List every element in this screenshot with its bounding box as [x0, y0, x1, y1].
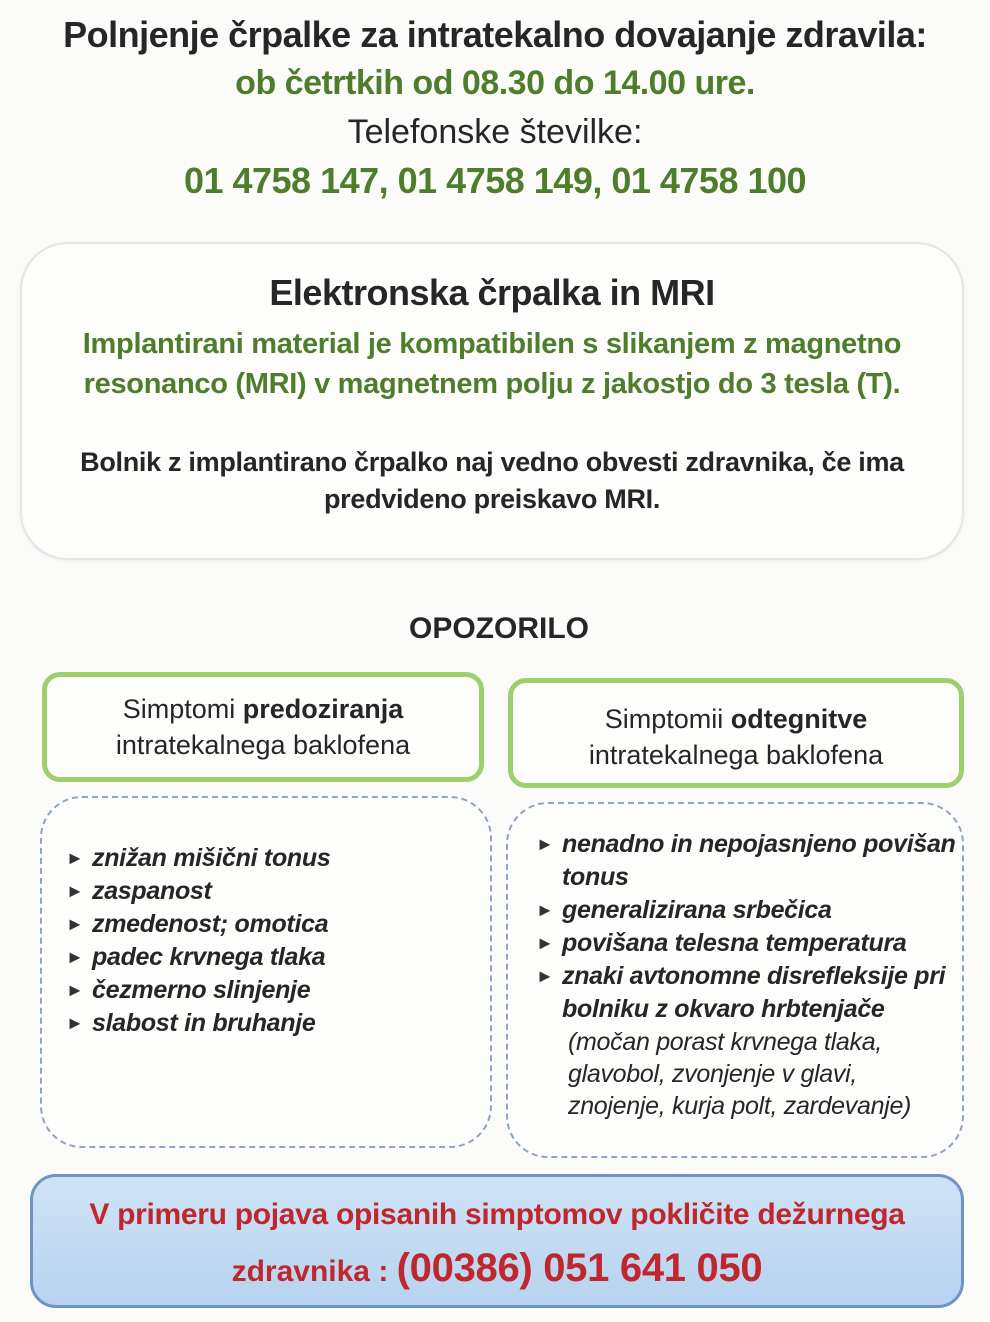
emergency-phone-number[interactable]: (00386) 051 641 050: [396, 1246, 763, 1290]
list-item: ► čezmerno slinjenje: [66, 974, 476, 1007]
list-item: ► znižan mišični tonus: [66, 842, 476, 875]
list-item: ► generalizirana srbečica: [536, 894, 956, 927]
list-item: ► znaki avtonomne disrefleksije pri bolniku z okvaro hrbtenjače: [536, 962, 946, 1023]
list-item: ► padec krvnega tlaka: [66, 941, 476, 974]
overdose-header-emphasis: predoziranja: [242, 694, 404, 724]
bullet-arrow-icon: ►: [536, 966, 554, 986]
bullet-arrow-icon: ►: [66, 881, 84, 901]
mri-patient-note: Bolnik z implantirano črpalko naj vedno obvesti zdravnika, če ima predvideno preiskavo MRI.: [80, 447, 904, 514]
refill-hours: ob četrtkih od 08.30 do 14.00 ure.: [235, 64, 755, 102]
phone-numbers: 01 4758 147, 01 4758 149, 01 4758 100: [183, 160, 807, 201]
emergency-call-line: [30, 1246, 964, 1291]
emergency-call-text: V primeru pojava opisanih simptomov pokličite dežurnega: [89, 1198, 905, 1231]
bullet-arrow-icon: ►: [66, 980, 84, 1000]
bullet-arrow-icon: ►: [66, 848, 84, 868]
mri-compatibility-text: Implantirani material je kompatibilen s slikanjem z magnetno resonanco (MRI) v magnetnem polju z jakostjo do 3 tesla (T).: [82, 328, 902, 400]
warning-title: OPOZORILO: [409, 612, 589, 645]
bullet-arrow-icon: ►: [536, 900, 554, 920]
overdose-header-prefix: Simptomi: [122, 694, 243, 724]
list-item: ► zaspanost: [66, 875, 476, 908]
overdose-symptom-list: [66, 842, 476, 1040]
phone-label: Telefonske številke:: [347, 113, 643, 151]
bullet-arrow-icon: ►: [536, 834, 554, 854]
emergency-call-label: zdravnika :: [231, 1255, 397, 1288]
list-item: ► slabost in bruhanje: [66, 1007, 476, 1040]
list-item: ► nenadno in nepojasnjeno povišan tonus: [536, 830, 956, 891]
withdrawal-header-suffix: intratekalnega baklofena: [588, 740, 884, 770]
bullet-arrow-icon: ►: [536, 933, 554, 953]
withdrawal-header-prefix: Simptomii: [604, 704, 731, 734]
list-item: ► povišana telesna temperatura: [536, 927, 956, 960]
withdrawal-header-emphasis: odtegnitve: [730, 704, 868, 734]
withdrawal-note: (močan porast krvnega tlaka, glavobol, zvonjenje v glavi, znojenje, kurja polt, zardevanje): [568, 1028, 912, 1120]
list-item: ► zmedenost; omotica: [66, 908, 476, 941]
overdose-header-suffix: intratekalnega baklofena: [115, 730, 411, 760]
bullet-arrow-icon: ►: [66, 947, 84, 967]
withdrawal-header: [508, 678, 964, 788]
withdrawal-symptom-list: [536, 828, 956, 1026]
mri-title: Elektronska črpalka in MRI: [269, 272, 715, 313]
refill-title: Polnjenje črpalke za intratekalno dovajanje zdravila:: [63, 14, 927, 55]
bullet-arrow-icon: ►: [66, 1013, 84, 1033]
overdose-header: [42, 672, 484, 782]
bullet-arrow-icon: ►: [66, 914, 84, 934]
